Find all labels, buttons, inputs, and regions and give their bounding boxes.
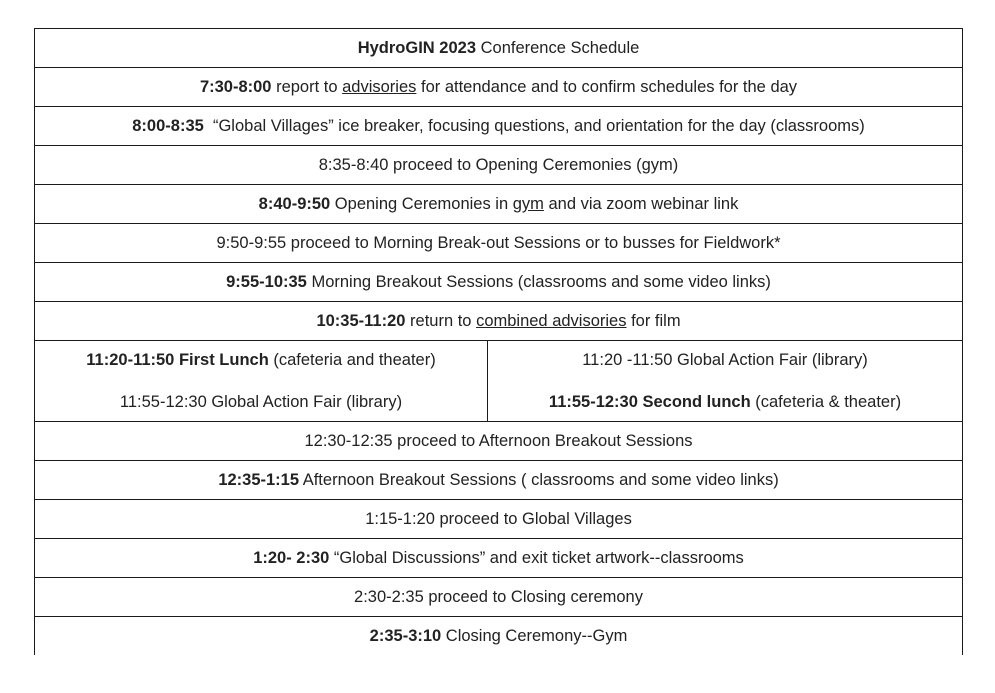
schedule-cell <box>35 461 963 500</box>
schedule-cell <box>35 302 963 341</box>
table-row <box>35 500 963 539</box>
advisories-link[interactable]: advisories <box>342 78 417 96</box>
entry-text: Afternoon Breakout Sessions ( classrooms and some video links) <box>299 471 779 489</box>
table-row <box>35 617 963 656</box>
entry-text: return to <box>405 312 477 330</box>
table-row <box>35 146 963 185</box>
schedule-cell <box>35 539 963 578</box>
entry-text: Opening Ceremonies in <box>330 195 513 213</box>
schedule-cell <box>35 107 963 146</box>
entry-text: Morning Breakout Sessions (classrooms and some video links) <box>306 273 771 291</box>
schedule-cell <box>35 617 963 656</box>
action-fair-line: 11:55-12:30 Global Action Fair (library) <box>119 393 403 411</box>
entry-text: 12:30-12:35 proceed to Afternoon Breakout Sessions <box>304 432 693 450</box>
combined-advisories-link[interactable]: combined advisories <box>476 312 627 330</box>
time-label: 10:35-11:20 <box>316 312 406 330</box>
time-label: 12:35-1:15 <box>218 471 300 489</box>
schedule-cell <box>35 578 963 617</box>
table-row <box>35 68 963 107</box>
entry-text: 2:30-2:35 proceed to Closing ceremony <box>354 588 643 606</box>
schedule-cell <box>35 263 963 302</box>
table-row <box>35 185 963 224</box>
schedule-cell <box>35 185 963 224</box>
entry-text: “Global Discussions” and exit ticket artwork--classrooms <box>329 549 744 567</box>
table-row <box>35 107 963 146</box>
entry-text: for film <box>626 312 681 330</box>
schedule-title <box>35 29 963 68</box>
time-label: 7:30-8:00 <box>199 78 272 96</box>
table-row <box>35 461 963 500</box>
entry-text: 9:50-9:55 proceed to Morning Break-out Sessions or to busses for Fieldwork* <box>216 234 781 252</box>
first-lunch-line <box>35 350 487 370</box>
table-row <box>35 539 963 578</box>
time-label: 11:55-12:30 Second lunch <box>548 393 751 411</box>
entry-text: 8:35-8:40 proceed to Opening Ceremonies (gym) <box>318 156 679 174</box>
second-lunch-line <box>488 392 962 412</box>
time-label: 8:40-9:50 <box>258 195 331 213</box>
table-row <box>35 578 963 617</box>
table-row <box>35 302 963 341</box>
table-row <box>35 224 963 263</box>
gym-link[interactable]: gym <box>512 195 544 213</box>
entry-text: report to <box>271 78 343 96</box>
entry-text: 1:15-1:20 proceed to Global Villages <box>365 510 632 528</box>
table-row <box>35 422 963 461</box>
schedule-cell <box>35 500 963 539</box>
time-label: 11:20-11:50 First Lunch <box>86 351 269 369</box>
schedule-cell <box>35 422 963 461</box>
entry-text: Closing Ceremony--Gym <box>441 627 628 645</box>
time-label: 9:55-10:35 <box>226 273 307 291</box>
entry-text: (cafeteria & theater) <box>750 393 902 411</box>
action-fair-line: 11:20 -11:50 Global Action Fair (library) <box>582 351 868 369</box>
schedule-cell <box>35 68 963 107</box>
conference-schedule-table <box>34 28 963 655</box>
entry-text: and via zoom webinar link <box>543 195 739 213</box>
schedule-cell <box>35 224 963 263</box>
time-label: 8:00-8:35 <box>132 117 204 135</box>
table-row <box>35 263 963 302</box>
schedule-cell <box>35 146 963 185</box>
title-rest: Conference Schedule <box>476 39 640 57</box>
lunch-right-cell <box>488 341 963 422</box>
lunch-left-cell <box>35 341 488 422</box>
table-row-lunch <box>35 341 963 422</box>
entry-text: “Global Villages” ice breaker, focusing questions, and orientation for the day (classrooms) <box>203 117 865 135</box>
table-row <box>35 29 963 68</box>
entry-text: for attendance and to confirm schedules for the day <box>416 78 798 96</box>
time-label: 1:20- 2:30 <box>253 549 330 567</box>
entry-text: (cafeteria and theater) <box>268 351 436 369</box>
title-bold: HydroGIN 2023 <box>357 39 477 57</box>
time-label: 2:35-3:10 <box>369 627 442 645</box>
